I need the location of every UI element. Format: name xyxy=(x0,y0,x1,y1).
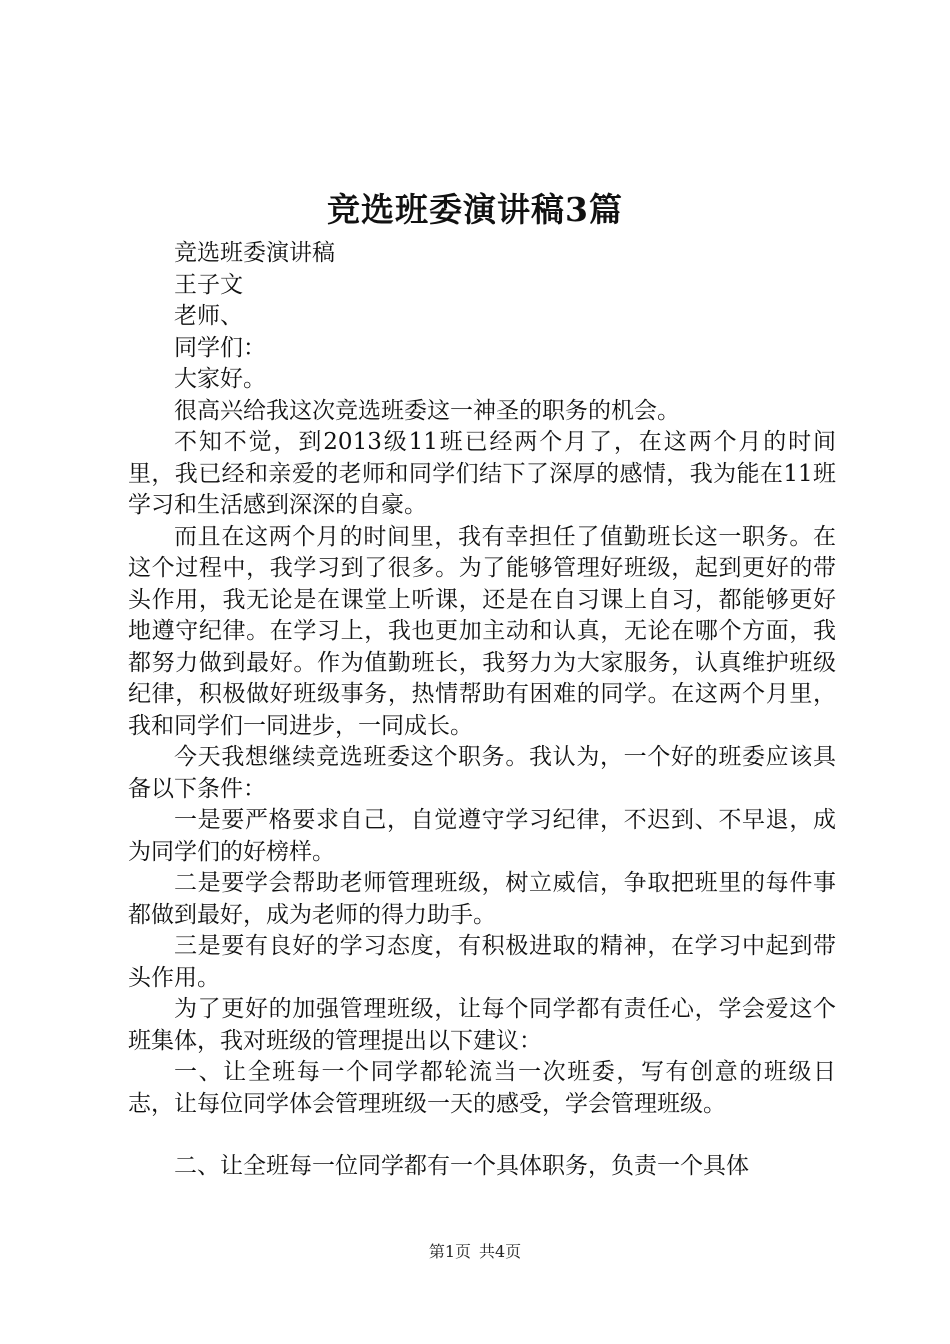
paragraph-body: 二、让全班每一位同学都有一个具体职务，负责一个具体 xyxy=(174,1153,749,1179)
page-number: 第1页 xyxy=(428,1242,471,1261)
paragraph-speech-heading: 竞选班委演讲稿 xyxy=(174,240,335,266)
paragraph-body: 二是要学会帮助老师管理班级，树立威信，争取把班里的每件事都做到最好，成为老师的得力助手。 xyxy=(128,870,836,928)
paragraph-body: 为了更好的加强管理班级，让每个同学都有责任心，学会爱这个班集体，我对班级的管理提出以下建议： xyxy=(128,996,836,1054)
paragraph-body: 三是要有良好的学习态度，有积极进取的精神，在学习中起到带头作用。 xyxy=(128,933,836,991)
page-total: 共4页 xyxy=(479,1242,522,1261)
page-title: 竞选班委演讲稿3篇 xyxy=(327,190,623,229)
paragraph-body: 一是要严格要求自己，自觉遵守学习纪律，不迟到、不早退，成为同学们的好榜样。 xyxy=(128,807,836,865)
document-body xyxy=(128,238,836,1183)
paragraph-body: 今天我想继续竞选班委这个职务。我认为，一个好的班委应该具备以下条件： xyxy=(128,744,836,802)
paragraph-body: 而且在这两个月的时间里，我有幸担任了值勤班长这一职务。在这个过程中，我学习到了很多。为了能够管理好班级，起到更好的带头作用，我无论是在课堂上听课，还是在自习课上自习，都能够更好地遵守纪律。在学习上，我也更加主动和认真，无论在哪个方面，我都努力做到最好。作为值勤班长，我努力为大家服务，认真维护班级纪律，积极做好班级事务，热情帮助有困难的同学。在这两个月里，我和同学们一同进步，一同成长。 xyxy=(128,523,836,739)
page-footer xyxy=(0,1240,950,1264)
paragraph-opening: 很高兴给我这次竞选班委这一神圣的职务的机会。 xyxy=(174,397,680,424)
paragraph-body: 一、让全班每一个同学都轮流当一次班委，写有创意的班级日志，让每位同学体会管理班级一天的感受，学会管理班级。 xyxy=(128,1059,836,1117)
paragraph-salutation-teachers: 老师、 xyxy=(174,303,243,329)
paragraph-salutation-classmates: 同学们： xyxy=(174,334,266,361)
paragraph-body: 不知不觉，到2013级11班已经两个月了，在这两个月的时间里，我已经和亲爱的老师和同学们结下了深厚的感情，我为能在11班学习和生活感到深深的自豪。 xyxy=(128,429,836,518)
paragraph-greeting: 大家好。 xyxy=(174,366,266,392)
paragraph-author: 王子文 xyxy=(174,271,243,298)
